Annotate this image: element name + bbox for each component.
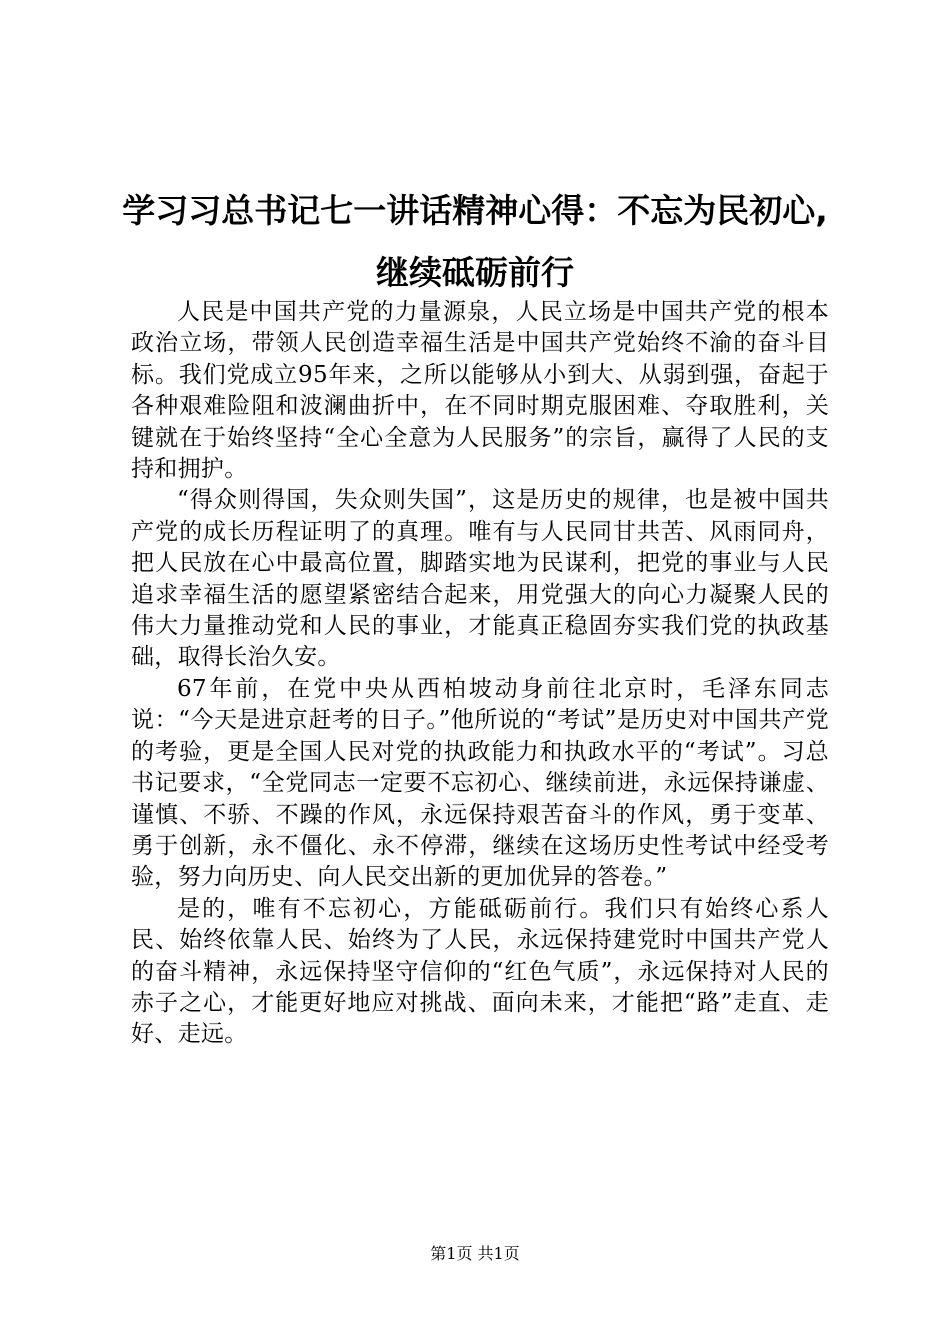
paragraph-4: 是的，唯有不忘初心，方能砥砺前行。我们只有始终心系人民、始终依靠人民、始终为了人民，永远保持建党时中国共产党人的奋斗精神，永远保持坚守信仰的“红色气质”，永远保持对人民的赤子之心，才能更好地应对挑战、面向未来，才能把“路”走直、走好、走远。 xyxy=(131,895,829,1048)
document-body xyxy=(131,297,829,1051)
page-number-footer: 第1页 共1页 xyxy=(430,1244,520,1263)
paragraph-1: 人民是中国共产党的力量源泉，人民立场是中国共产党的根本政治立场，带领人民创造幸福生活是中国共产党始终不渝的奋斗目标。我们党成立95年来，之所以能够从小到大、从弱到强，奋起于各种艰难险阻和波澜曲折中，在不同时期克服困难、夺取胜利，关键就在于始终坚持“全心全意为人民服务”的宗旨，赢得了人民的支持和拥护。 xyxy=(131,299,829,483)
document-title: 学习习总书记七一讲话精神心得：不忘为民初心,继续砥砺前行 xyxy=(122,191,828,292)
paragraph-2: “得众则得国，失众则失国”，这是历史的规律，也是被中国共产党的成长历程证明了的真理。唯有与人民同甘共苦、风雨同舟，把人民放在心中最高位置，脚踏实地为民谋利，把党的事业与人民追求幸福生活的愿望紧密结合起来，用党强大的向心力凝聚人民的伟大力量推动党和人民的事业，才能真正稳固夯实我们党的执政基础，取得长治久安。 xyxy=(131,487,829,671)
paragraph-3: 67年前，在党中央从西柏坡动身前往北京时，毛泽东同志说：“今天是进京赶考的日子。”他所说的“考试”是历史对中国共产党的考验，更是全国人民对党的执政能力和执政水平的“考试”。习总书记要求，“全党同志一定要不忘初心、继续前进，永远保持谦虚、谨慎、不骄、不躁的作风，永远保持艰苦奋斗的作风，勇于变革、勇于创新，永不僵化、永不停滞，继续在这场历史性考试中经受考验，努力向历史、向人民交出新的更加优异的答卷。” xyxy=(131,675,829,891)
